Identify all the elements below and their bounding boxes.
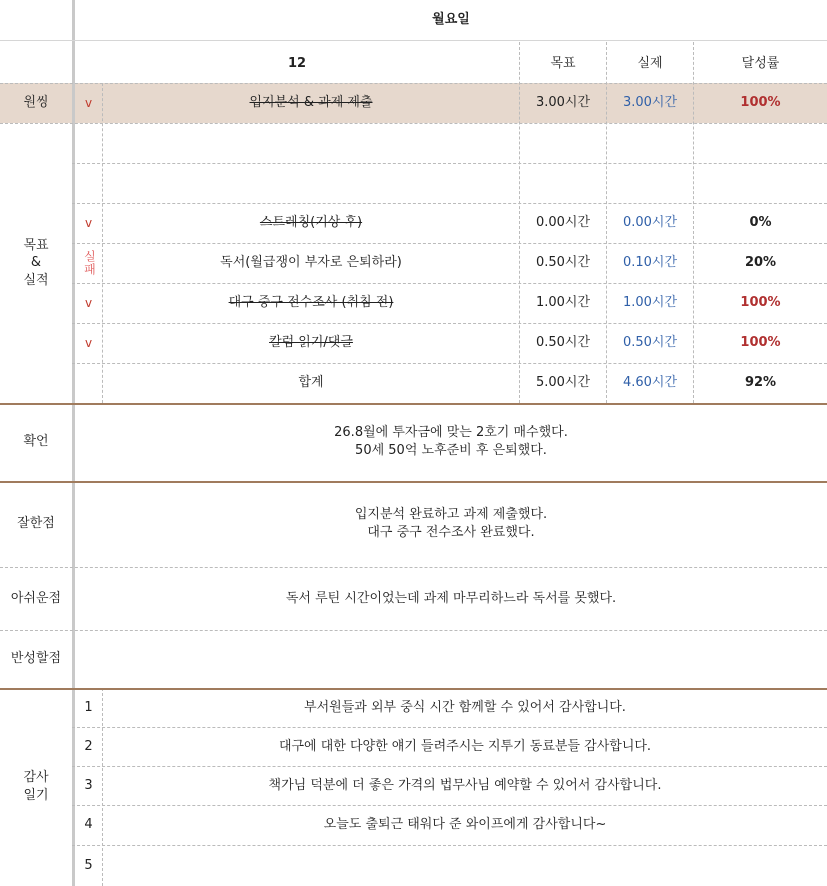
total-rate: 92% bbox=[744, 375, 777, 391]
gratitude-number: 1 bbox=[84, 699, 93, 715]
good-text[interactable] bbox=[75, 481, 827, 567]
gratitude-text[interactable]: 대구에 대한 다양한 얘기 들려주시는 지투기 동료분들 감사합니다. bbox=[278, 738, 652, 754]
day-title: 월요일 bbox=[432, 12, 470, 28]
onething-target[interactable]: 3.00시간 bbox=[535, 95, 591, 111]
goal-task[interactable] bbox=[103, 123, 519, 163]
gratitude-label-line: 일기 bbox=[23, 788, 49, 803]
header-number: 12 bbox=[287, 55, 307, 71]
gratitude-label-line: 감사 bbox=[23, 770, 49, 786]
regret-text[interactable]: 독서 루틴 시간이었는데 과제 마무리하느라 독서를 못했다. bbox=[285, 590, 617, 606]
reflect-label: 반성할점 bbox=[10, 651, 62, 667]
goal-target[interactable]: 1.00시간 bbox=[535, 295, 591, 311]
gratitude-text[interactable]: 오늘도 출퇴근 태워다 준 와이프에게 감사합니다~ bbox=[323, 817, 607, 833]
goals-section-label bbox=[0, 123, 72, 403]
gratitude-label bbox=[0, 688, 72, 886]
goal-task[interactable]: 스트레칭(기상 후) bbox=[259, 215, 363, 231]
goal-actual[interactable]: 0.00시간 bbox=[622, 215, 678, 231]
affirm-label: 확언 bbox=[23, 434, 49, 450]
goal-target[interactable]: 0.50시간 bbox=[535, 335, 591, 351]
goal-check-mark[interactable]: v bbox=[84, 215, 93, 230]
regret-label: 아쉬운점 bbox=[10, 590, 62, 606]
goals-label-line: 목표 bbox=[23, 237, 49, 253]
affirm-line: 50세 50억 노후준비 후 은퇴했다. bbox=[355, 443, 547, 458]
goal-rate[interactable]: 100% bbox=[740, 295, 781, 311]
gratitude-text[interactable]: 부서원들과 외부 중식 시간 함께할 수 있어서 감사합니다. bbox=[304, 699, 626, 715]
goal-task[interactable] bbox=[103, 163, 519, 203]
affirm-text[interactable] bbox=[75, 403, 827, 481]
reflect-text[interactable] bbox=[75, 630, 827, 688]
goals-label-line: & bbox=[30, 255, 42, 271]
total-label: 합계 bbox=[298, 375, 324, 391]
onething-rate[interactable]: 100% bbox=[740, 95, 781, 111]
gratitude-text[interactable] bbox=[103, 845, 827, 886]
onething-label: 원씽 bbox=[23, 95, 49, 111]
onething-check-mark[interactable]: v bbox=[84, 95, 93, 110]
total-actual: 4.60시간 bbox=[622, 375, 678, 391]
goal-task[interactable]: 칼럼 읽기/댓글 bbox=[269, 335, 353, 351]
goal-rate[interactable]: 20% bbox=[744, 255, 777, 271]
total-target: 5.00시간 bbox=[535, 375, 591, 391]
goal-check-mark[interactable]: v bbox=[84, 295, 93, 310]
row-line bbox=[0, 40, 827, 41]
goal-actual[interactable]: 0.50시간 bbox=[622, 335, 678, 351]
onething-actual[interactable]: 3.00시간 bbox=[622, 95, 678, 111]
goal-actual[interactable]: 0.10시간 bbox=[622, 255, 678, 271]
goal-fail-mark[interactable] bbox=[75, 243, 102, 283]
affirm-line: 26.8월에 투자금에 맞는 2호기 매수했다. bbox=[334, 425, 568, 441]
goal-actual[interactable]: 1.00시간 bbox=[622, 295, 678, 311]
gratitude-text[interactable]: 책가님 덕분에 더 좋은 가격의 법무사님 예약할 수 있어서 감사합니다. bbox=[268, 777, 662, 793]
goal-target[interactable]: 0.50시간 bbox=[535, 255, 591, 271]
goal-rate[interactable]: 0% bbox=[749, 215, 772, 231]
goal-task[interactable]: 대구 중구 전수조사 (취침 전) bbox=[228, 295, 394, 311]
good-line: 대구 중구 전수조사 완료했다. bbox=[367, 525, 535, 540]
good-line: 입지분석 완료하고 과제 제출했다. bbox=[354, 507, 548, 523]
goals-label-line: 실적 bbox=[23, 272, 49, 288]
goal-check-mark[interactable]: v bbox=[84, 335, 93, 350]
gratitude-number: 2 bbox=[84, 738, 93, 754]
goal-target[interactable]: 0.00시간 bbox=[535, 215, 591, 231]
header-target: 목표 bbox=[550, 55, 576, 71]
goal-rate[interactable]: 100% bbox=[740, 335, 781, 351]
good-label: 잘한점 bbox=[17, 516, 55, 532]
gratitude-number: 5 bbox=[84, 857, 93, 873]
onething-task[interactable]: 입지분석 & 과제 제출 bbox=[249, 95, 373, 111]
header-actual: 실제 bbox=[637, 55, 663, 71]
gratitude-number: 4 bbox=[84, 817, 93, 833]
gratitude-number: 3 bbox=[84, 777, 93, 793]
goal-task[interactable]: 독서(월급쟁이 부자로 은퇴하라) bbox=[220, 255, 402, 271]
goal-fail-text: 실패 bbox=[82, 250, 97, 276]
header-rate: 달성률 bbox=[741, 55, 780, 71]
